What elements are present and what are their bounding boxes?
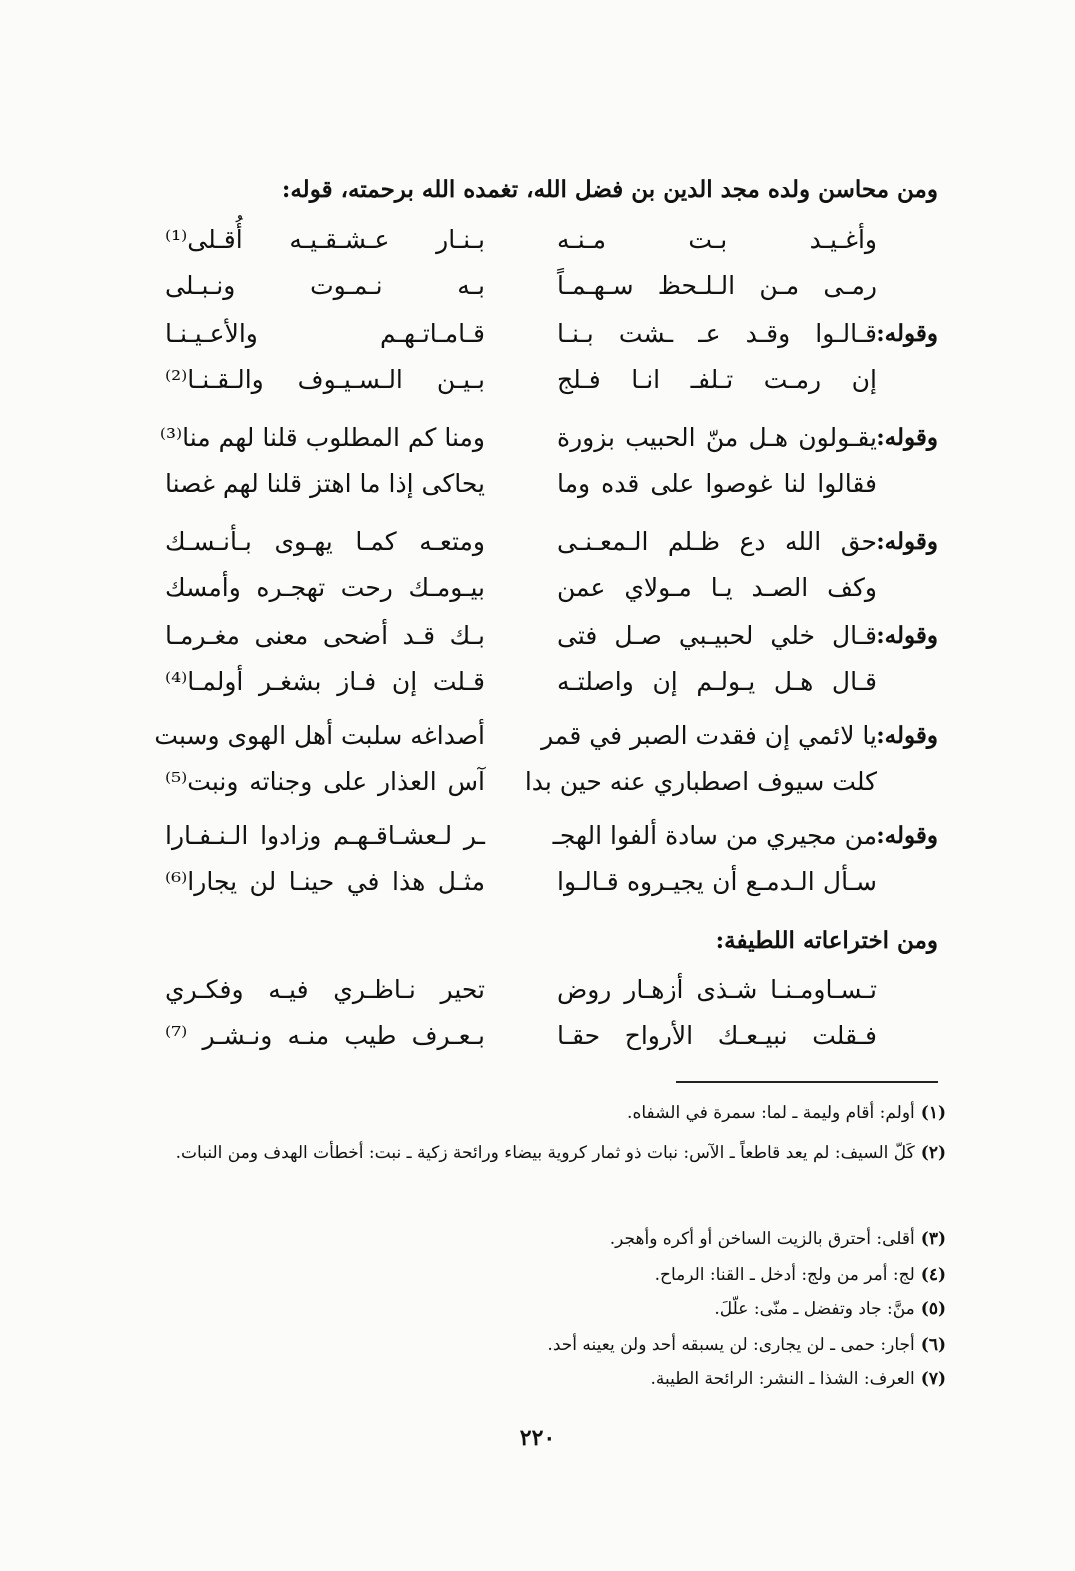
intro-line: ومن محاسن ولده مجد الدين بن فضل الله، تغمده الله برحمته، قوله: bbox=[281, 176, 938, 203]
hemistich-first-right: قـالـوا وقـد عـ ـشت بـنـا bbox=[557, 319, 877, 348]
footnote bbox=[126, 1140, 946, 1167]
footnote-number: (٢) bbox=[920, 1143, 946, 1163]
hemistich-first-right: يقـولون هـل منّ الحبيب بزورة bbox=[557, 423, 877, 452]
footnote-number: (١) bbox=[920, 1103, 946, 1123]
verse-lead: وقوله: bbox=[876, 822, 938, 849]
footnote-number: (٣) bbox=[920, 1229, 946, 1249]
hemistich-second-right: فـقلت نبيـعـك الأرواح حقـا bbox=[557, 1021, 877, 1050]
hemistich-first-left: ومنا كم المطلوب قلنا لهم منا⁽³⁾ bbox=[159, 423, 485, 452]
hemistich-first-left: بـك قـد أضحى معنى مغـرمـا bbox=[165, 621, 485, 650]
verse-block bbox=[0, 818, 1075, 908]
hemistich-second-right: سـأل الـدمـع أن يجيـروه قـالـوا bbox=[557, 867, 877, 896]
footnote bbox=[126, 1366, 946, 1393]
verse-block bbox=[0, 222, 1075, 312]
hemistich-first-left: ومتعـه كمـا يهـوى بـأنـسـك bbox=[165, 527, 485, 556]
verse-block bbox=[0, 718, 1075, 808]
footnote bbox=[126, 1100, 946, 1127]
hemistich-first-left: أصداغه سلبت أهل الهوى وسبت bbox=[154, 721, 485, 750]
footnote-text: لج: أمر من ولج: أدخل ـ القنا: الرماح. bbox=[654, 1265, 915, 1285]
verse-lead: وقوله: bbox=[876, 424, 938, 451]
hemistich-second-right: قـال هـل يـولـم إن واصلتـه bbox=[557, 667, 877, 696]
verse-lead: وقوله: bbox=[876, 320, 938, 347]
verse-block bbox=[0, 316, 1075, 406]
verse-block bbox=[0, 420, 1075, 510]
hemistich-first-right: يا لائمي إن فقدت الصبر في قمر bbox=[541, 721, 877, 750]
hemistich-second-right: فقالوا لنا غوصوا على قده وما bbox=[557, 469, 877, 498]
verse-lead: وقوله: bbox=[876, 622, 938, 649]
hemistich-second-right: إن رمـت تـلفـ انـا فـلج bbox=[557, 365, 877, 394]
hemistich-first-right: من مجيري من سادة ألفوا الهجـ bbox=[552, 821, 877, 850]
verse-block bbox=[0, 972, 1075, 1062]
footnote bbox=[126, 1226, 946, 1253]
hemistich-first-left: بـنـار عـشـقـيـه أُقـلى⁽¹⁾ bbox=[165, 225, 485, 254]
hemistich-second-left: يحاكى إذا ما اهتز قلنا لهم غصنا bbox=[165, 469, 485, 498]
hemistich-first-right: قـال خلي لحبيـبي صـل فتى bbox=[557, 621, 877, 650]
footnote-text: أقلى: أحترق بالزيت الساخن أو أكره وأهجر. bbox=[609, 1229, 915, 1249]
hemistich-second-right: كلت سيوف اصطباري عنه حين بدا bbox=[524, 767, 877, 796]
hemistich-first-left: قـامـاتـهـم والأعـيـنـا bbox=[165, 319, 485, 348]
footnote-divider bbox=[676, 1081, 938, 1083]
hemistich-first-left: تحير نـاظـري فيـه وفكـري bbox=[165, 975, 485, 1004]
footnote-number: (٦) bbox=[920, 1335, 946, 1355]
page-number: ٢٢٠ bbox=[519, 1425, 556, 1451]
footnote-number: (٧) bbox=[920, 1369, 946, 1389]
footnote bbox=[126, 1262, 946, 1289]
footnote bbox=[126, 1332, 946, 1359]
hemistich-second-right: وكف الصـد يـا مـولاي عمن bbox=[557, 573, 877, 602]
hemistich-second-left: قـلت إن فـاز بشغـر أولمـا⁽⁴⁾ bbox=[165, 667, 485, 696]
footnote-text: أجار: حمى ـ لن يجارى: لن يسبقه أحد ولن يعينه أحد. bbox=[547, 1335, 915, 1355]
hemistich-second-left: بـعـرف طيب منـه ونـشـر ⁽⁷⁾ bbox=[165, 1021, 485, 1050]
hemistich-first-right: تـسـاومـنـا شـذى أزهـار روض bbox=[557, 975, 877, 1004]
footnote-text: كَلّ السيف: لم يعد قاطعاً ـ الآس: نبات ذو ثمار كروية بيضاء ورائحة زكية ـ نبت: أخطأت الهدف ومن النبات. bbox=[175, 1143, 915, 1163]
verse-block bbox=[0, 524, 1075, 614]
hemistich-second-left: آس العذار على وجناته ونبت⁽⁵⁾ bbox=[165, 767, 485, 796]
hemistich-second-left: بـيـن الـسـيـوف والـقـنـا⁽²⁾ bbox=[165, 365, 485, 394]
hemistich-second-left: بـه نـمـوت ونـبـلى bbox=[165, 271, 485, 300]
hemistich-first-right: وأغـيـد بـت مـنـه bbox=[557, 225, 877, 254]
footnote bbox=[126, 1296, 946, 1323]
footnote-text: العرف: الشذا ـ النشر: الرائحة الطيبة. bbox=[650, 1369, 915, 1389]
hemistich-second-left: مثـل هذا في حينـا لن يجارا⁽⁶⁾ bbox=[165, 867, 485, 896]
hemistich-second-right: رمـى مـن الـلـحظ سـهـمـاً bbox=[557, 271, 877, 300]
hemistich-first-right: حق الله دع ظـلم الـمعـنـى bbox=[557, 527, 877, 556]
verse-lead: وقوله: bbox=[876, 722, 938, 749]
hemistich-first-left: ـر لـعشـاقـهـم وزادوا الـنـفـارا bbox=[165, 821, 485, 850]
footnote-number: (٤) bbox=[920, 1265, 946, 1285]
section-heading: ومن اختراعاته اللطيفة: bbox=[715, 927, 938, 954]
footnote-number: (٥) bbox=[920, 1299, 946, 1319]
verse-block bbox=[0, 618, 1075, 708]
footnote-text: منَّ: جاد وتفضل ـ منّى: علّلَ. bbox=[714, 1299, 915, 1319]
hemistich-second-left: بيـومـك رحت تهجـره وأمسك bbox=[165, 573, 485, 602]
verse-lead: وقوله: bbox=[876, 528, 938, 555]
footnote-text: أولم: أقام وليمة ـ لما: سمرة في الشفاه. bbox=[627, 1103, 915, 1123]
